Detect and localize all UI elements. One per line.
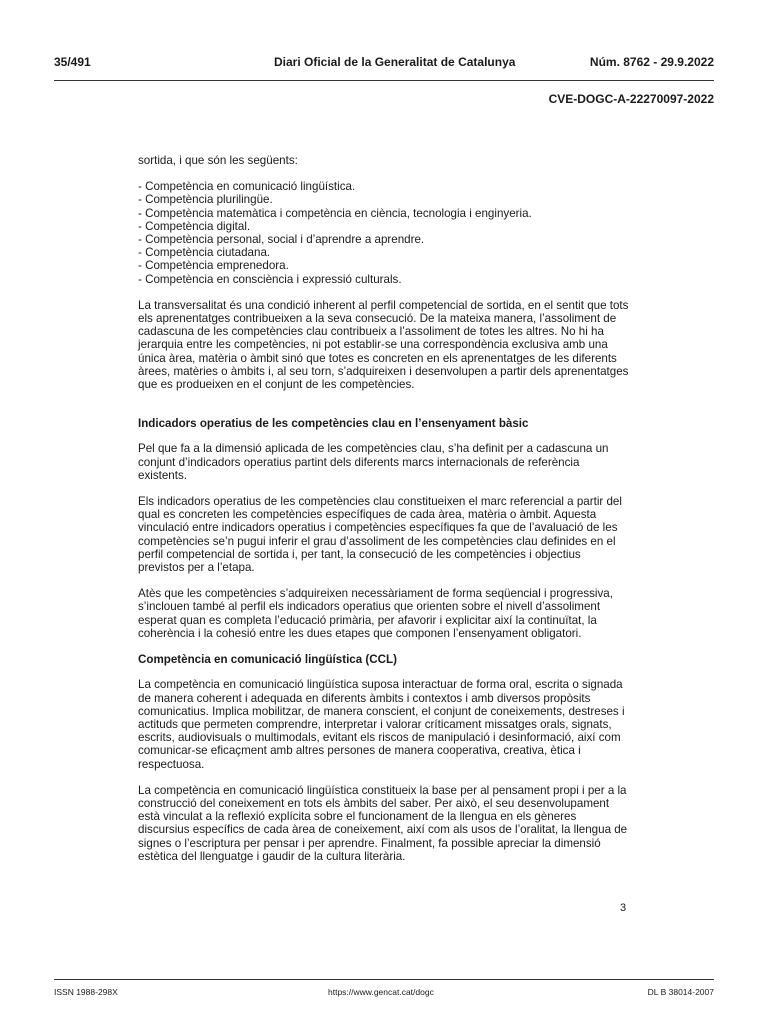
list-item: - Competència emprenedora. [138, 259, 289, 273]
indicators-paragraph-3: Atès que les competències s’adquireixen necessàriament de forma seqüencial i progressiva, s’inclouen també al perfil els indicadors operatius que orienten sobre el nivell d’assoliment esperat quan es completa l’educació primària, per afavorir i explicitar així la continuïtat, la coherència i la cohesió entre les dues etapes que componen l’ensenyament obligatori. [138, 587, 613, 640]
list-item: - Competència ciutadana. [138, 246, 271, 260]
legal-deposit: DL B 38014-2007 [647, 987, 714, 997]
indicators-paragraph-2: Els indicadors operatius de les competències clau constitueixen el marc referencial a partir del qual es concreten les competències específiques de cada àrea, matèria o àmbit. Aquesta vinculació entre indicadors operatius i competències específiques fa que de l’avaluació de les competències se’n pugui inferir el grau d’assoliment de les competències clau definides en el perfil competencial de sortida i, per tant, la consecució de les competències i objectius previstos per a l’etapa. [138, 495, 622, 575]
document-body [138, 154, 630, 876]
issn: ISSN 1988-298X [54, 987, 118, 997]
ccl-paragraph-1: La competència en comunicació lingüística suposa interactuar de forma oral, escrita o signada de manera coherent i adequada en diferents àmbits i contextos i amb diversos propòsits comunicatius. Implica mobilitzar, de manera conscient, el conjunt de coneixements, destreses i actituds que permeten comprendre, interpretar i valorar críticament missatges orals, signats, escrits, audiovisuals o multimodals, evitant els riscos de manipulació i desinformació, així com comunicar-se eficaçment amb altres persones de manera cooperativa, creativa, ètica i respectuosa. [138, 678, 625, 771]
indicators-paragraph-1: Pel que fa a la dimensió aplicada de les competències clau, s’ha definit per a cadascuna un conjunt d’indicadors operatius partint dels diferents marcs internacionals de referència existents. [138, 442, 609, 482]
list-item: - Competència digital. [138, 219, 251, 233]
journal-url[interactable]: https://www.gencat.cat/dogc [328, 987, 434, 997]
list-item: - Competència en consciència i expressió culturals. [138, 272, 402, 286]
page-footer [54, 987, 714, 999]
list-item: - Competència en comunicació lingüística. [138, 180, 356, 194]
issue-number-date: Núm. 8762 - 29.9.2022 [589, 55, 714, 69]
transversality-paragraph: La transversalitat és una condició inherent al perfil competencial de sortida, en el sentit que tots els aprenentatges contribueixen a la seva consecució. De la mateixa manera, l’assoliment de cadascuna de les competències clau contribueix a l’assoliment de totes les altres. No hi ha jerarquia entre les competències, ni pot establir-se una correspondència exclusiva amb una única àrea, matèria o àmbit sinó que totes es concreten en els aprenentatges de les diferents àrees, matèries o àmbits i, al seu torn, s’adquireixen i desenvolupen a partir dels aprenentatges que es produeixen en el conjunt de les competències. [138, 298, 629, 392]
intro-paragraph: sortida, i que són les següents: [138, 154, 298, 167]
section-heading-indicators: Indicadors operatius de les competències clau en l’ensenyament bàsic [138, 417, 529, 431]
footer-divider [54, 979, 714, 980]
cve-identifier: CVE-DOGC-A-22270097-2022 [548, 92, 714, 106]
list-item: - Competència personal, social i d’aprendre a aprendre. [138, 233, 425, 247]
list-item: - Competència plurilingüe. [138, 193, 273, 207]
list-item: - Competència matemàtica i competència en ciència, tecnologia i enginyeria. [138, 206, 532, 220]
page-counter: 35/491 [54, 55, 91, 69]
journal-title: Diari Oficial de la Generalitat de Catalunya [274, 55, 516, 69]
section-heading-ccl: Competència en comunicació lingüística (CCL) [138, 653, 397, 667]
ccl-paragraph-2: La competència en comunicació lingüística constitueix la base per al pensament propi i per a la construcció del coneixement en tots els àmbits del saber. Per això, el seu desenvolupament està vinculat a la reflexió explícita sobre el funcionament de la llengua en els gèneres discursius específics de cada àrea de coneixement, així com als usos de l’oralitat, la llengua de signes o l’escriptura per pensar i per aprendre. Finalment, fa possible apreciar la dimensió estètica del llenguatge i gaudir de la cultura literària. [138, 783, 628, 863]
page-header [54, 55, 714, 71]
page-number: 3 [620, 902, 627, 914]
key-competencies-list [138, 180, 630, 286]
header-divider [54, 80, 714, 81]
